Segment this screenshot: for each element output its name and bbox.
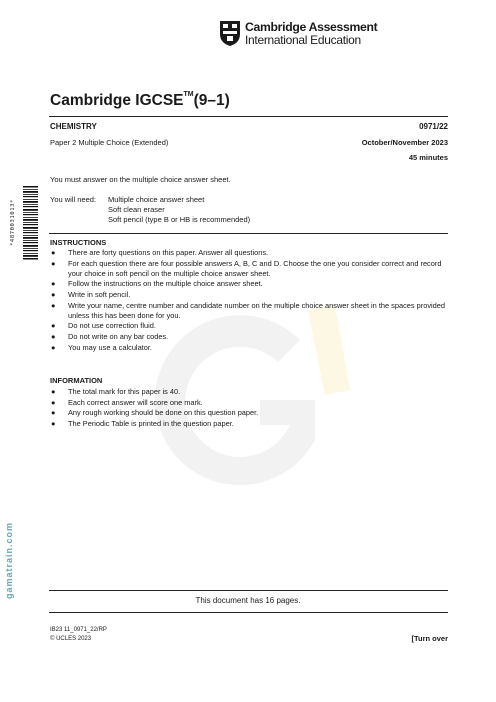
bullet-icon: ● — [51, 290, 56, 300]
bullet-icon: ● — [51, 408, 56, 418]
bullet-icon: ● — [51, 248, 56, 257]
page-count: This document has 16 pages. — [195, 596, 301, 605]
list-item: ● Write your name, centre number and candidate number on the multiple choice answer sheet in the spaces provided unless this has been done for you. — [51, 300, 445, 320]
need-item-2: Soft clean eraser — [108, 205, 165, 214]
list-item: ● There are forty questions on this paper. Answer all questions. — [51, 248, 269, 257]
bullet-icon: ● — [51, 300, 56, 310]
information-heading: INFORMATION — [50, 376, 103, 385]
brand-line-2: International Education — [245, 33, 361, 47]
list-item: ● Do not use correction fluid. — [51, 321, 156, 331]
title-suffix: (9–1) — [193, 92, 230, 109]
turn-over: [Turn over — [411, 634, 448, 643]
session: October/November 2023 — [361, 138, 448, 147]
need-item-1: Multiple choice answer sheet — [108, 195, 205, 204]
bullet-icon: ● — [51, 258, 56, 268]
title-main: Cambridge IGCSE — [50, 92, 184, 109]
bullet-icon: ● — [51, 342, 56, 352]
barcode — [23, 186, 38, 260]
bullet-icon: ● — [51, 321, 56, 331]
copyright: © UCLES 2023 — [50, 636, 92, 642]
list-item: ● The total mark for this paper is 40. — [51, 387, 181, 396]
list-item: ● Each correct answer will score one mark. — [51, 397, 203, 407]
list-item: ● For each question there are four possible answers A, B, C and D. Choose the one you consider correct and record your choice in soft pencil on the multiple choice answer sheet. — [51, 258, 442, 278]
rule-top — [49, 116, 448, 117]
list-item: ● Write in soft pencil. — [51, 290, 131, 300]
barcode-number: *4870031013* — [10, 199, 16, 247]
bullet-icon: ● — [51, 332, 56, 342]
list-item: ● Do not write on any bar codes. — [51, 332, 169, 342]
must-answer-note: You must answer on the multiple choice answer sheet. — [50, 175, 231, 184]
rule-middle — [49, 233, 448, 234]
list-item: ● Any rough working should be done on this question paper. — [51, 408, 259, 418]
page-title — [50, 86, 230, 110]
instructions-list — [50, 248, 448, 354]
bullet-icon: ● — [51, 419, 56, 429]
bullet-icon: ● — [51, 279, 56, 289]
bullet-icon: ● — [51, 387, 56, 396]
document-ref: IB23 11_0971_22/RP — [50, 627, 107, 633]
crest-icon — [219, 20, 241, 47]
paper-code: 0971/22 — [419, 122, 448, 131]
list-item: ● Follow the instructions on the multiple choice answer sheet. — [51, 279, 263, 289]
cambridge-logo — [219, 20, 379, 50]
list-item: ● The Periodic Table is printed in the question paper. — [51, 419, 234, 429]
rule-bottom — [49, 612, 448, 613]
information-list — [50, 387, 448, 430]
bullet-icon: ● — [51, 397, 56, 407]
rule-footer — [49, 590, 448, 591]
trademark: TM — [183, 91, 194, 98]
need-item-3: Soft pencil (type B or HB is recommended) — [108, 215, 251, 224]
list-item: ● You may use a calculator. — [51, 342, 152, 352]
instructions-heading: INSTRUCTIONS — [50, 238, 107, 247]
paper-name: Paper 2 Multiple Choice (Extended) — [50, 138, 169, 147]
side-brand-watermark: gamatrain.com — [4, 521, 14, 599]
need-label: You will need: — [50, 195, 97, 204]
subject: CHEMISTRY — [50, 122, 97, 131]
duration: 45 minutes — [408, 153, 448, 162]
brand-line-1: Cambridge Assessment — [245, 20, 378, 34]
